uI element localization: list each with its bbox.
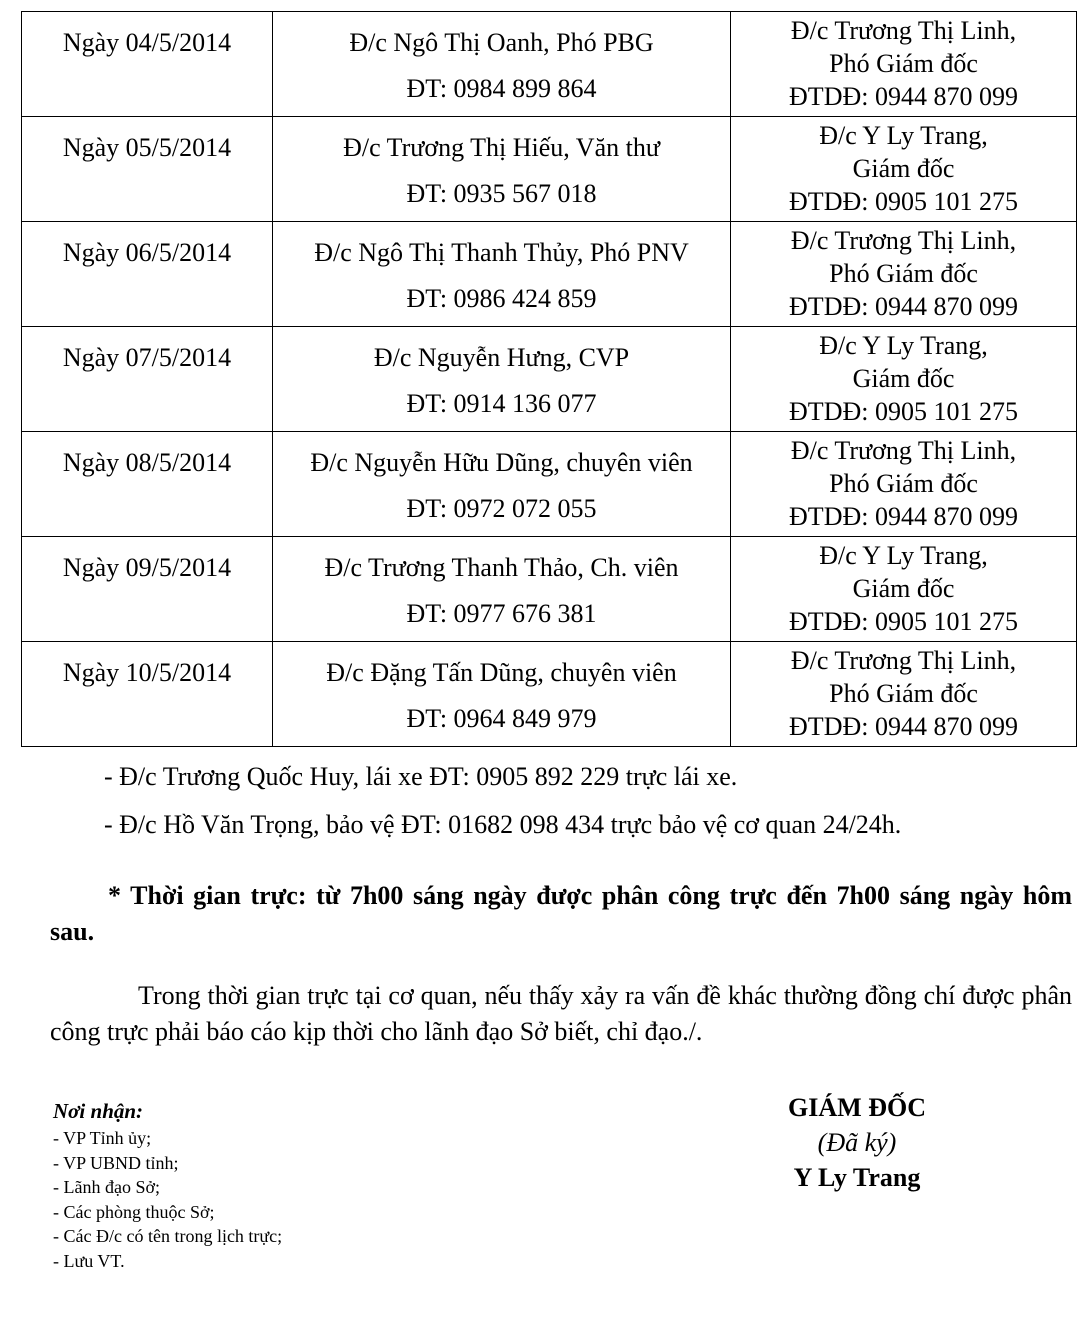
signature-block bbox=[742, 1090, 972, 1195]
duty-officer-phone: ĐT: 0935 567 018 bbox=[406, 179, 597, 208]
signature-title: GIÁM ĐỐC bbox=[788, 1093, 926, 1122]
duty-officer-phone: ĐT: 0977 676 381 bbox=[406, 599, 597, 628]
leader-name: Đ/c Y Ly Trang, bbox=[819, 331, 988, 360]
driver-note: - Đ/c Trương Quốc Huy, lái xe ĐT: 0905 892 229 trực lái xe. bbox=[104, 762, 738, 791]
leader-cell bbox=[731, 327, 1077, 432]
leader-phone: ĐTDĐ: 0905 101 275 bbox=[789, 397, 1018, 426]
duty-officer-phone: ĐT: 0972 072 055 bbox=[406, 494, 597, 523]
recipient-item: - Lưu VT. bbox=[53, 1250, 125, 1271]
leader-cell bbox=[731, 642, 1077, 747]
duty-officer-phone: ĐT: 0986 424 859 bbox=[406, 284, 597, 313]
schedule-date: Ngày 09/5/2014 bbox=[22, 537, 273, 642]
duty-officer-name: Đ/c Nguyễn Hữu Dũng, chuyên viên bbox=[310, 448, 693, 477]
schedule-row bbox=[22, 12, 1077, 117]
leader-title: Phó Giám đốc bbox=[829, 259, 978, 288]
signature-note: (Đã ký) bbox=[817, 1128, 897, 1157]
schedule-row bbox=[22, 327, 1077, 432]
schedule-date: Ngày 08/5/2014 bbox=[22, 432, 273, 537]
duty-officer-cell bbox=[273, 327, 731, 432]
recipients-title: Nơi nhận: bbox=[53, 1099, 144, 1123]
signature-name: Y Ly Trang bbox=[793, 1163, 921, 1192]
duty-officer-cell bbox=[273, 537, 731, 642]
leader-phone: ĐTDĐ: 0944 870 099 bbox=[789, 82, 1018, 111]
leader-phone: ĐTDĐ: 0944 870 099 bbox=[789, 292, 1018, 321]
duty-officer-name: Đ/c Trương Thanh Thảo, Ch. viên bbox=[324, 553, 679, 582]
duty-officer-cell bbox=[273, 117, 731, 222]
duty-officer-phone: ĐT: 0964 849 979 bbox=[406, 704, 597, 733]
leader-name: Đ/c Trương Thị Linh, bbox=[790, 226, 1017, 255]
leader-title: Phó Giám đốc bbox=[829, 49, 978, 78]
duty-officer-cell bbox=[273, 12, 731, 117]
instruction-paragraph: Trong thời gian trực tại cơ quan, nếu thấy xảy ra vấn đề khác thường đồng chí được phân công trực phải báo cáo kịp thời cho lãnh đạo Sở biết, chỉ đạo./. bbox=[50, 981, 1072, 1046]
leader-cell bbox=[731, 432, 1077, 537]
duty-officer-name: Đ/c Trương Thị Hiếu, Văn thư bbox=[343, 133, 660, 162]
leader-name: Đ/c Trương Thị Linh, bbox=[790, 646, 1017, 675]
leader-name: Đ/c Y Ly Trang, bbox=[819, 121, 988, 150]
recipient-item: - VP Tỉnh ủy; bbox=[53, 1128, 152, 1148]
duty-time-paragraph: * Thời gian trực: từ 7h00 sáng ngày được phân công trực đến 7h00 sáng ngày hôm sau. bbox=[50, 881, 1072, 946]
duty-officer-cell bbox=[273, 642, 731, 747]
schedule-date: Ngày 04/5/2014 bbox=[22, 12, 273, 117]
recipient-item: - Các Đ/c có tên trong lịch trực; bbox=[53, 1226, 283, 1246]
duty-officer-name: Đ/c Nguyễn Hưng, CVP bbox=[373, 343, 630, 372]
recipient-item: - Lãnh đạo Sở; bbox=[53, 1177, 160, 1197]
leader-title: Phó Giám đốc bbox=[829, 469, 978, 498]
leader-cell bbox=[731, 537, 1077, 642]
leader-name: Đ/c Trương Thị Linh, bbox=[790, 436, 1017, 465]
guard-note: - Đ/c Hồ Văn Trọng, bảo vệ ĐT: 01682 098 434 trực bảo vệ cơ quan 24/24h. bbox=[104, 810, 902, 839]
duty-officer-phone: ĐT: 0984 899 864 bbox=[406, 74, 597, 103]
recipient-item: - Các phòng thuộc Sở; bbox=[53, 1201, 215, 1222]
recipients-list bbox=[53, 1126, 282, 1273]
leader-title: Phó Giám đốc bbox=[829, 679, 978, 708]
schedule-row bbox=[22, 222, 1077, 327]
schedule-date: Ngày 10/5/2014 bbox=[22, 642, 273, 747]
schedule-date: Ngày 06/5/2014 bbox=[22, 222, 273, 327]
schedule-row bbox=[22, 117, 1077, 222]
leader-title: Giám đốc bbox=[852, 364, 955, 393]
leader-cell bbox=[731, 222, 1077, 327]
leader-cell bbox=[731, 12, 1077, 117]
schedule-row bbox=[22, 537, 1077, 642]
duty-schedule-table bbox=[21, 11, 1077, 747]
duty-officer-cell bbox=[273, 222, 731, 327]
duty-officer-name: Đ/c Ngô Thị Oanh, Phó PBG bbox=[349, 28, 654, 57]
duty-officer-name: Đ/c Đặng Tấn Dũng, chuyên viên bbox=[326, 658, 677, 687]
duty-schedule-body bbox=[22, 12, 1077, 747]
schedule-date: Ngày 07/5/2014 bbox=[22, 327, 273, 432]
schedule-row bbox=[22, 432, 1077, 537]
leader-title: Giám đốc bbox=[852, 574, 955, 603]
leader-title: Giám đốc bbox=[852, 154, 955, 183]
duty-officer-cell bbox=[273, 432, 731, 537]
leader-phone: ĐTDĐ: 0905 101 275 bbox=[789, 607, 1018, 636]
recipients-block bbox=[53, 1096, 282, 1273]
leader-phone: ĐTDĐ: 0944 870 099 bbox=[789, 502, 1018, 531]
schedule-date: Ngày 05/5/2014 bbox=[22, 117, 273, 222]
duty-officer-name: Đ/c Ngô Thị Thanh Thủy, Phó PNV bbox=[314, 238, 689, 267]
recipient-item: - VP UBND tỉnh; bbox=[53, 1152, 179, 1173]
leader-phone: ĐTDĐ: 0944 870 099 bbox=[789, 712, 1018, 741]
schedule-row bbox=[22, 642, 1077, 747]
leader-name: Đ/c Y Ly Trang, bbox=[819, 541, 988, 570]
leader-name: Đ/c Trương Thị Linh, bbox=[790, 16, 1017, 45]
leader-phone: ĐTDĐ: 0905 101 275 bbox=[789, 187, 1018, 216]
leader-cell bbox=[731, 117, 1077, 222]
duty-officer-phone: ĐT: 0914 136 077 bbox=[406, 389, 597, 418]
